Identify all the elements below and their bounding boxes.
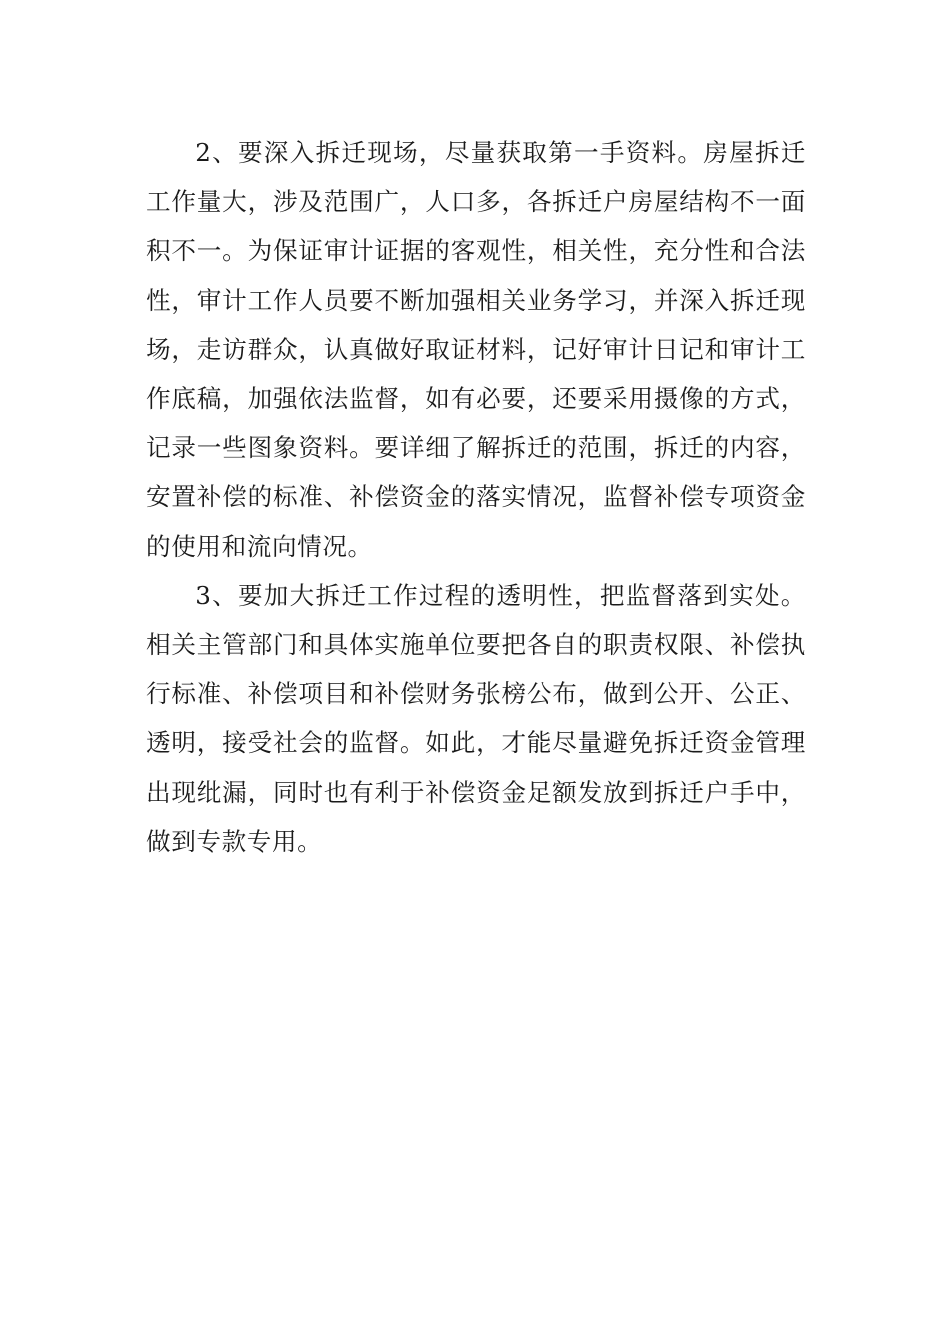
document-body (146, 128, 806, 866)
paragraph-3: 3、要加大拆迁工作过程的透明性，把监督落到实处。相关主管部门和具体实施单位要把各自的职责权限、补偿执行标准、补偿项目和补偿财务张榜公布，做到公开、公正、透明，接受社会的监督。如此，才能尽量避免拆迁资金管理出现纰漏，同时也有利于补偿资金足额发放到拆迁户手中，做到专款专用。 (146, 580, 806, 856)
paragraph-2: 2、要深入拆迁现场，尽量获取第一手资料。房屋拆迁工作量大，涉及范围广，人口多，各拆迁户房屋结构不一面积不一。为保证审计证据的客观性，相关性，充分性和合法性，审计工作人员要不断加强相关业务学习，并深入拆迁现场，走访群众，认真做好取证材料，记好审计日记和审计工作底稿，加强依法监督，如有必要，还要采用摄像的方式，记录一些图象资料。要详细了解拆迁的范围，拆迁的内容，安置补偿的标准、补偿资金的落实情况，监督补偿专项资金的使用和流向情况。 (146, 138, 806, 561)
